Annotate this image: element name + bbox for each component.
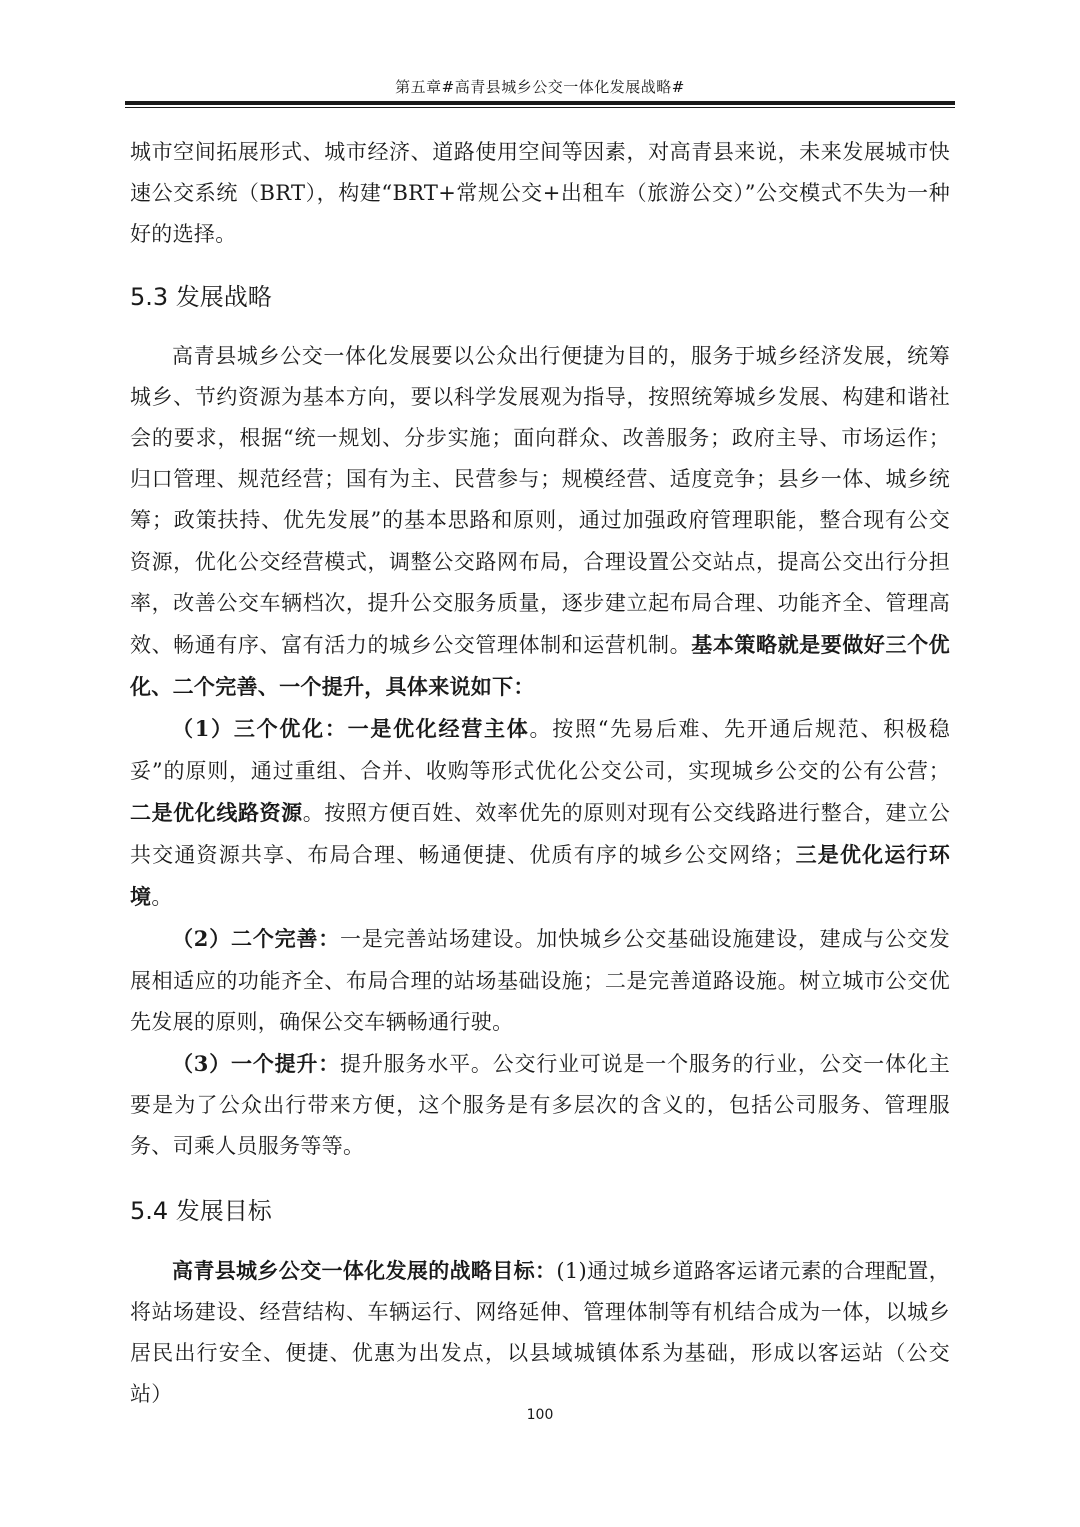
strategy-summary-bold: 基本策略就是要做好三个优化、二个完善、一个提升，具体来说如下： (130, 632, 950, 700)
intro-paragraph: 城市空间拓展形式、城市经济、道路使用空间等因素，对高青县来说，未来发展城市快速公交系统（BRT），构建“BRT+常规公交+出租车（旅游公交）”公交模式不失为一种好的选择。 (130, 140, 950, 247)
running-header: 第五章#高青县城乡公交一体化发展战略# (395, 78, 685, 96)
optimization-3-bold: 三是优化运行环境 (130, 842, 950, 910)
two-improvements-paragraph (130, 918, 950, 1043)
header-rule-thin (125, 107, 955, 108)
optimization-2-text: 。按照方便百姓、效率优先的原则对现有公交线路进行整合，建立公共交通资源共享、布局合理、畅通便捷、优质有序的城乡公交网络； (130, 800, 951, 868)
goals-text: (1)通过城乡道路客运诸元素的合理配置，将站场建设、经营结构、车辆运行、网络延伸、管理体制等有机结合成为一体，以城乡居民出行安全、便捷、优惠为出发点，以县域城镇体系为基础，形成以客运站（公交站） (130, 1258, 950, 1407)
upgrade-text: 提升服务水平。公交行业可说是一个服务的行业，公交一体化主要是为了公众出行带来方便，这个服务是有多层次的含义的，包括公司服务、管理服务、司乘人员服务等等。 (130, 1052, 950, 1159)
improvements-bold: （2）二个完善： (172, 926, 341, 952)
upgrade-bold: （3）一个提升： (172, 1051, 341, 1077)
one-upgrade-paragraph (130, 1043, 950, 1168)
page-body (130, 132, 950, 1415)
header-rule-thick (125, 101, 955, 105)
goals-paragraph (130, 1250, 950, 1416)
goals-bold: 高青县城乡公交一体化发展的战略目标： (172, 1257, 557, 1283)
optimization-1-bold: （1）三个优化：一是优化经营主体 (172, 716, 530, 742)
optimization-1-text: 。按照“先易后难、先开通后规范、积极稳妥”的原则，通过重组、合并、收购等形式优化公交公司，实现城乡公交的公有公营； (130, 717, 950, 783)
page-number: 100 (526, 1407, 554, 1423)
section-heading-5-3: 5.3 发展战略 (130, 282, 272, 311)
optimization-2-bold: 二是优化线路资源 (130, 799, 303, 825)
strategy-text: 高青县城乡公交一体化发展要以公众出行便捷为目的，服务于城乡经济发展，统筹城乡、节约资源为基本方向，要以科学发展观为指导，按照统筹城乡发展、构建和谐社会的要求，根据“统一规划、分步实施；面向群众、改善服务；政府主导、市场运作；归口管理、规范经营；国有为主、民营参与；规模经营、适度竞争；县乡一体、城乡统筹；政策扶持、优先发展”的基本思路和原则，通过加强政府管理职能，整合现有公交资源，优化公交经营模式，调整公交路网布局，合理设置公交站点，提高公交出行分担率，改善公交车辆档次，提升公交服务质量，逐步建立起布局合理、功能齐全、管理高效、畅通有序、富有活力的城乡公交管理体制和运营机制。 (130, 343, 950, 658)
three-optimizations-paragraph (130, 708, 950, 918)
strategy-paragraph (130, 336, 950, 709)
section-heading-5-4: 5.4 发展目标 (130, 1196, 272, 1225)
improvements-text: 一是完善站场建设。加快城乡公交基础设施建设，建成与公交发展相适应的功能齐全、布局合理的站场基础设施；二是完善道路设施。树立城市公交优先发展的原则，确保公交车辆畅通行驶。 (130, 927, 950, 1034)
optimization-3-text: 。 (151, 885, 173, 910)
